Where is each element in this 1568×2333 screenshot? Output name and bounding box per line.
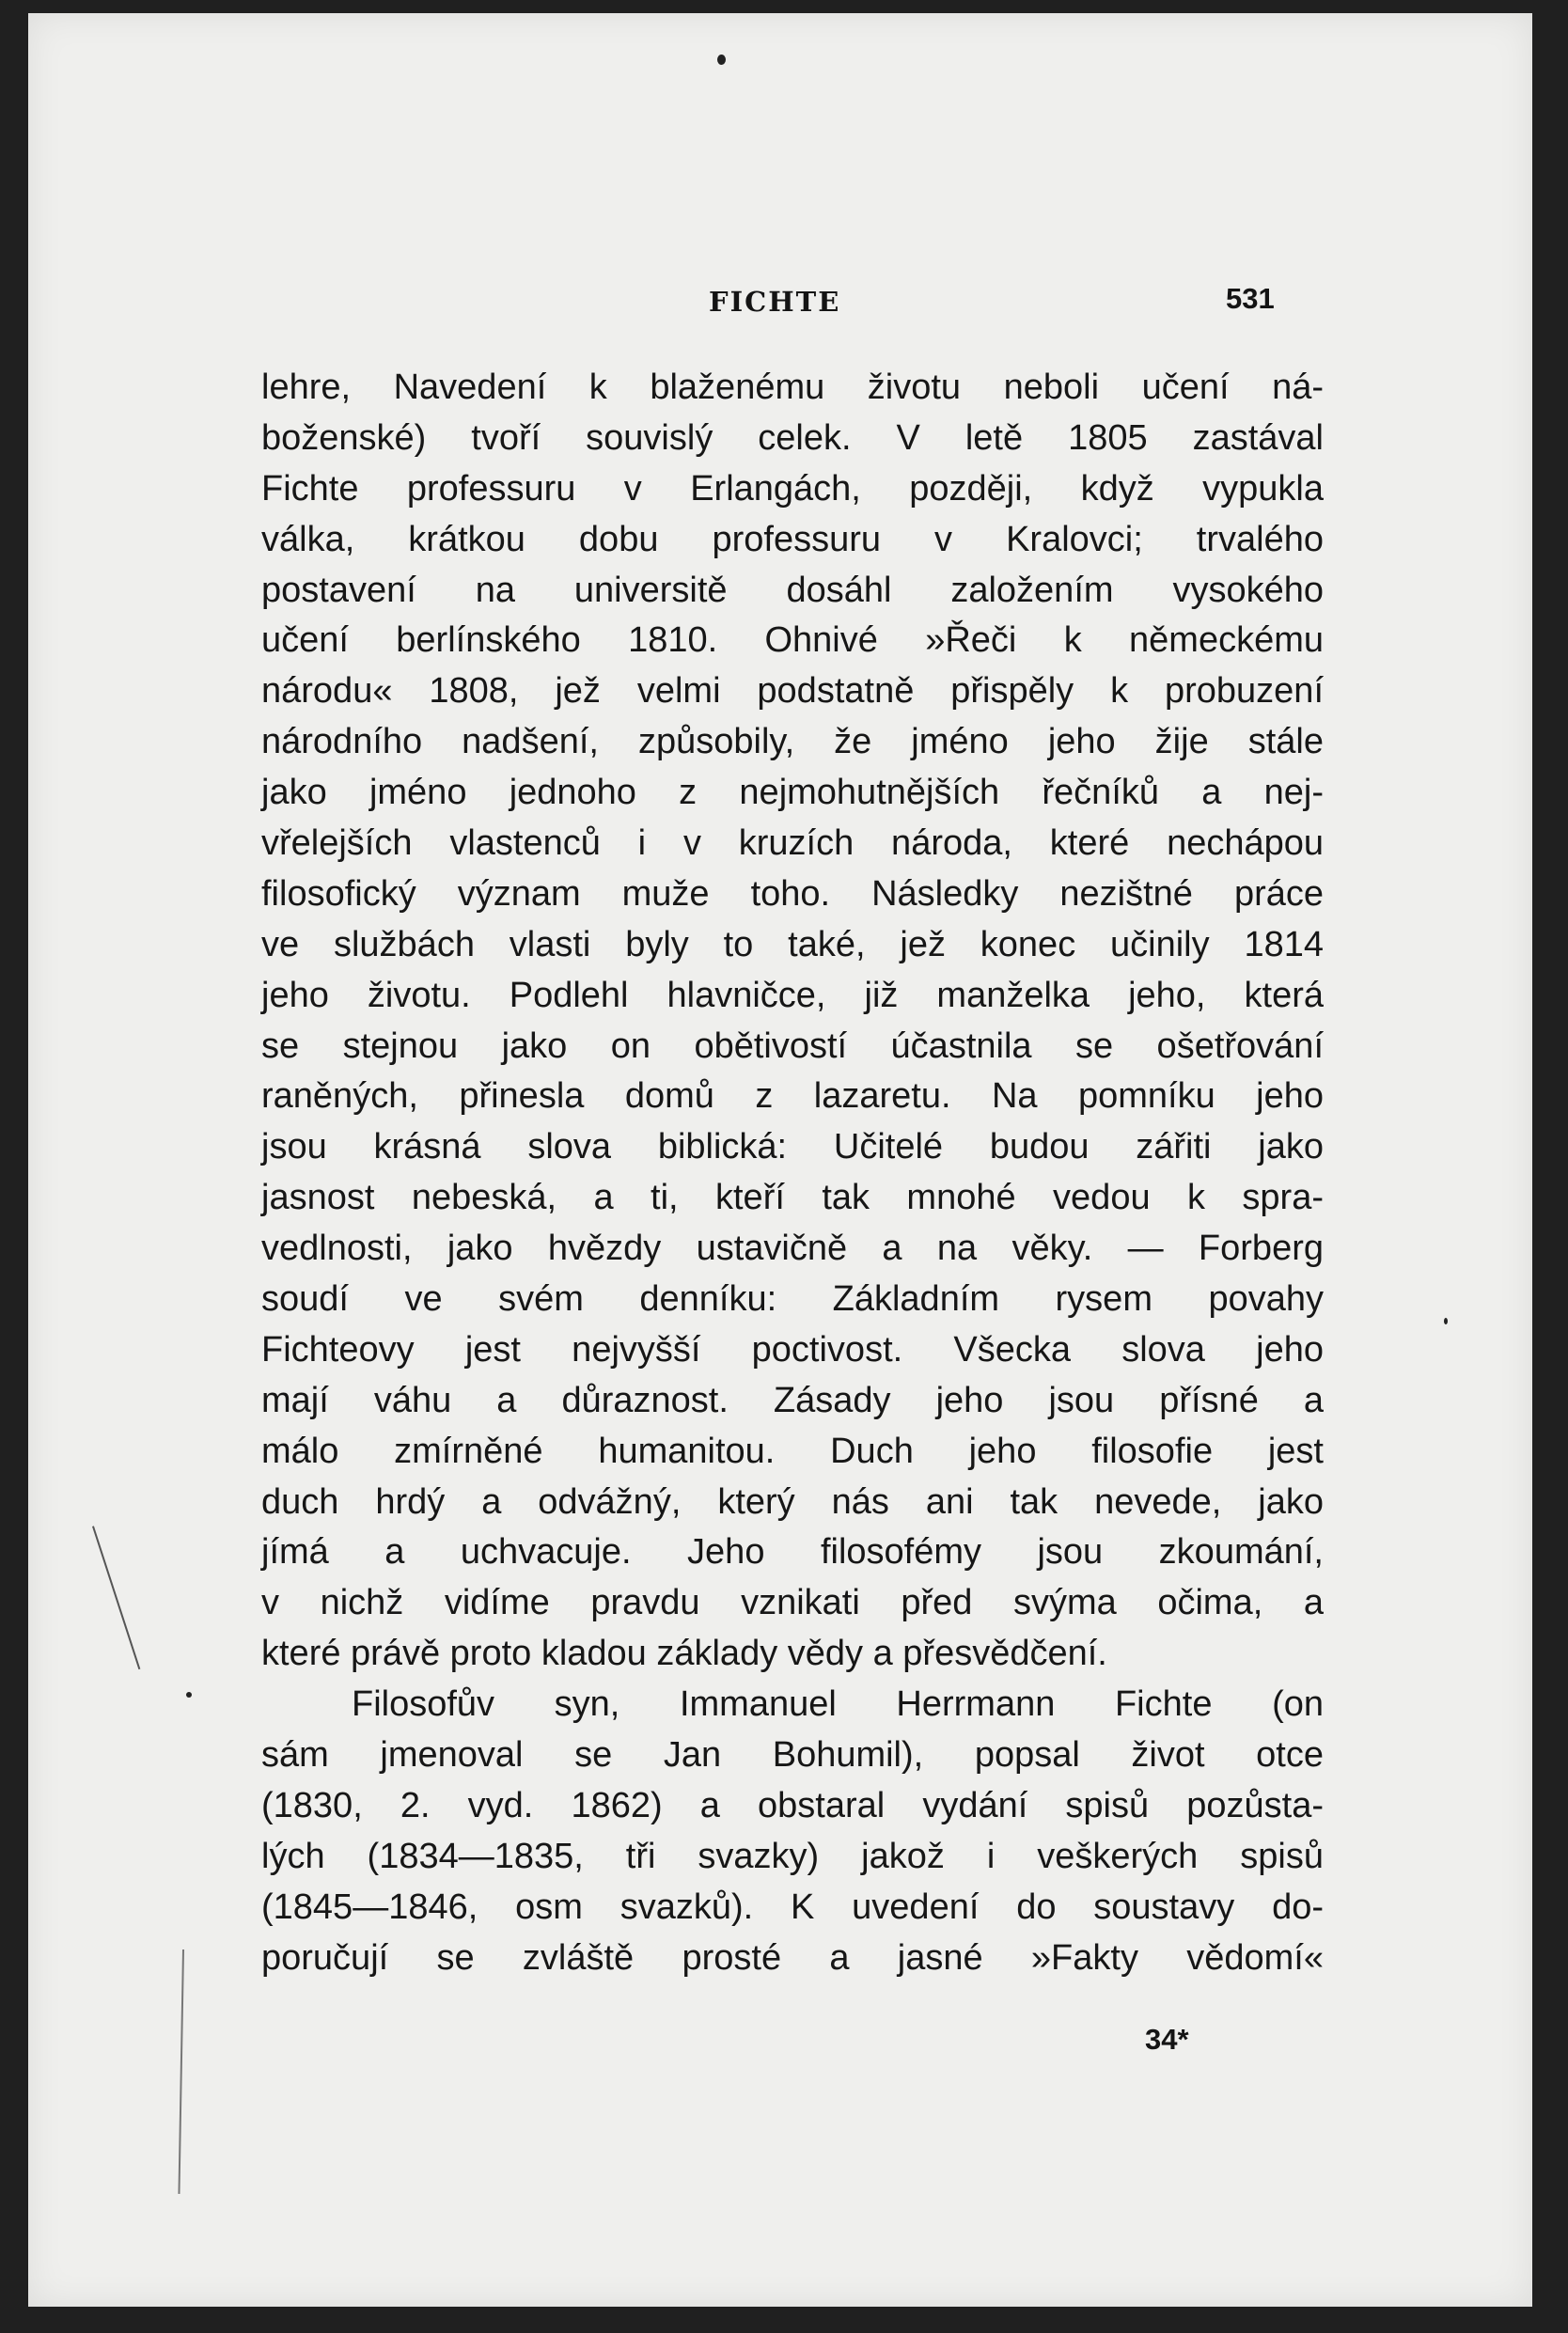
text-line: Fichte professuru v Erlangách, později, když vypukla bbox=[261, 468, 1324, 509]
text-line: filosofický význam muže toho. Následky nezištné práce bbox=[261, 873, 1324, 914]
text-line: postavení na universitě dosáhl založením vysokého bbox=[261, 570, 1324, 610]
text-line: jeho životu. Podlehl hlavničce, již manželka jeho, která bbox=[261, 975, 1324, 1015]
margin-scratch bbox=[178, 1949, 184, 2194]
text-line: mají váhu a důraznost. Zásady jeho jsou přísné a bbox=[261, 1380, 1324, 1420]
text-line: vedlnosti, jako hvězdy ustavičně a na věky. — Forberg bbox=[261, 1229, 1324, 1269]
text-line: Fichteovy jest nejvyšší poctivost. Všecka slova jeho bbox=[261, 1329, 1324, 1370]
ink-speck bbox=[1444, 1318, 1448, 1324]
signature-mark: 34* bbox=[1145, 2023, 1189, 2056]
text-line: ve službách vlasti byly to také, jež konec učinily 1814 bbox=[261, 924, 1324, 964]
text-line: lehre, Navedení k blaženému životu neboli učení ná- bbox=[261, 368, 1324, 407]
text-line: duch hrdý a odvážný, který nás ani tak nevede, jako bbox=[261, 1481, 1324, 1522]
text-line: vřelejších vlastenců i v kruzích národa, které nechápou bbox=[261, 823, 1324, 864]
body-text bbox=[261, 363, 1324, 1984]
ink-speck bbox=[186, 1692, 192, 1698]
text-line: boženské) tvoří souvislý celek. V letě 1805 zastával bbox=[261, 417, 1324, 458]
text-line: sám jmenoval se Jan Bohumil), popsal život otce bbox=[261, 1735, 1324, 1776]
running-head-title: FICHTE bbox=[709, 286, 841, 318]
text-line: (1830, 2. vyd. 1862) a obstaral vydání spisů pozůsta- bbox=[261, 1785, 1324, 1825]
text-line: raněných, přinesla domů z lazaretu. Na pomníku jeho bbox=[261, 1076, 1324, 1117]
text-line: Filosofův syn, Immanuel Herrmann Fichte (on bbox=[352, 1684, 1324, 1725]
text-line: (1845—1846, osm svazků). K uvedení do soustavy do- bbox=[261, 1887, 1324, 1927]
ink-speck bbox=[717, 55, 726, 65]
text-line: učení berlínského 1810. Ohnivé »Řeči k německému bbox=[261, 620, 1324, 661]
text-line: jímá a uchvacuje. Jeho filosofémy jsou zkoumání, bbox=[261, 1532, 1324, 1573]
text-line: národu« 1808, jež velmi podstatně přispěly k probuzení bbox=[261, 671, 1324, 712]
page-number: 531 bbox=[1226, 282, 1275, 315]
text-line: v nichž vidíme pravdu vznikati před svýma očima, a bbox=[261, 1583, 1324, 1623]
margin-scratch bbox=[92, 1526, 140, 1669]
text-line: málo zmírněné humanitou. Duch jeho filosofie jest bbox=[261, 1431, 1324, 1471]
text-line: poručují se zvláště prosté a jasné »Fakty vědomí« bbox=[261, 1937, 1324, 1978]
text-line: jasnost nebeská, a ti, kteří tak mnohé vedou k spra- bbox=[261, 1178, 1324, 1218]
text-line: národního nadšení, způsobily, že jméno jeho žije stále bbox=[261, 722, 1324, 762]
book-page bbox=[28, 13, 1532, 2307]
text-line: se stejnou jako on obětivostí účastnila se ošetřování bbox=[261, 1026, 1324, 1066]
text-line: které právě proto kladou základy vědy a přesvědčení. bbox=[261, 1634, 1107, 1674]
text-line: soudí ve svém denníku: Základním rysem povahy bbox=[261, 1279, 1324, 1320]
text-line: jako jméno jednoho z nejmohutnějších řečníků a nej- bbox=[261, 773, 1324, 813]
text-line: lých (1834—1835, tři svazky) jakož i veškerých spisů bbox=[261, 1836, 1324, 1876]
text-line: válka, krátkou dobu professuru v Kralovci; trvalého bbox=[261, 519, 1324, 559]
text-line: jsou krásná slova biblická: Učitelé budou zářiti jako bbox=[261, 1127, 1324, 1167]
